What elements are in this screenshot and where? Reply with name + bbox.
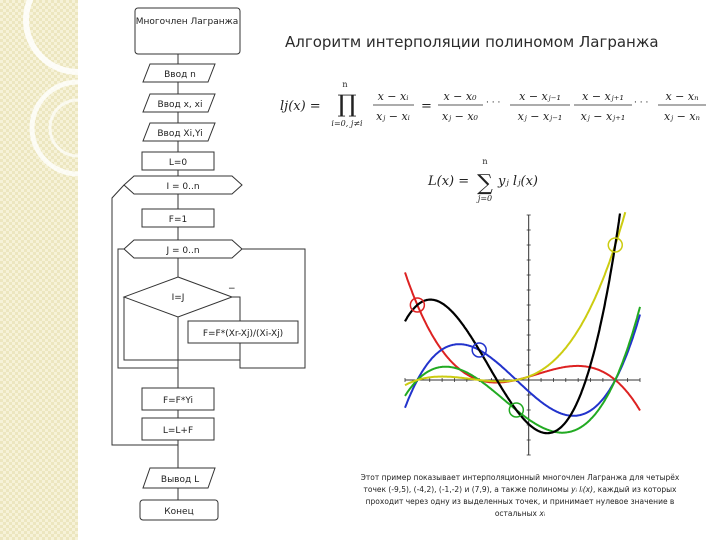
flowchart-label-start: Многочлен Лагранжа: [135, 17, 239, 27]
flowchart-label-end: Конец: [164, 507, 194, 517]
basis-lhs: lj(x) =: [280, 99, 321, 114]
product-lower: i=0, j≠i: [331, 119, 363, 128]
flowchart-label-weight: F=F*Yi: [162, 396, 194, 406]
term3-numerator: x − xⱼ₊₁: [582, 90, 624, 103]
sum-upper: n: [482, 157, 488, 166]
term2-numerator: x − xⱼ₋₁: [519, 90, 561, 103]
flowchart-label-loop-i: I = 0..n: [166, 182, 200, 192]
flowchart: [112, 8, 305, 520]
factor-numerator: x − xᵢ: [377, 90, 409, 103]
dots-2: · · ·: [634, 98, 649, 108]
term3-denominator: xⱼ − xⱼ₊₁: [580, 110, 626, 123]
product-symbol-icon: ∏: [337, 90, 357, 118]
flowchart-label-multiply: F=F*(Xr-Xj)/(Xi-Xj): [202, 329, 284, 339]
flowchart-labels: [136, 17, 283, 517]
factor-denominator: xⱼ − xᵢ: [376, 110, 410, 123]
lagrange-chart: [405, 212, 640, 455]
dots-1: · · ·: [486, 98, 501, 108]
sum-lower: j=0: [477, 194, 493, 203]
term1-numerator: x − x₀: [443, 90, 477, 103]
product-upper: n: [342, 80, 348, 89]
curve-red: [405, 272, 640, 410]
term2-denominator: xⱼ − xⱼ₋₁: [517, 110, 563, 123]
slide-title: Алгоритм интерполяции полиномом Лагранжа: [285, 33, 659, 51]
flowchart-label-init-l: L=0: [168, 158, 188, 168]
poly-body: yⱼ lⱼ(x): [498, 174, 538, 189]
chart-point-markers: [410, 238, 622, 417]
caption-text-1: Этот пример показывает интерполяционный многочлен Лагранжа для четырёх точек (-9,5), (-4,2), (-1,-2) и (7,9), а также полиномы: [360, 473, 680, 494]
basis-formula: [280, 80, 706, 128]
flowchart-label-input-x: Ввод x, xi: [157, 100, 203, 110]
polynomial-formula: [427, 157, 538, 203]
basis-equals: =: [421, 99, 432, 114]
flowchart-start-block: [135, 8, 240, 54]
caption-text-2: , каждый из которых проходит через одну из выделенных точек, и принимает нулевое значение в остальных: [365, 485, 677, 518]
caption-math-end: xᵢ: [539, 509, 546, 518]
poly-lhs: L(x) =: [428, 174, 470, 189]
flowchart-label-decision: I=J: [171, 293, 185, 303]
term4-numerator: x − xₙ: [665, 90, 699, 103]
flowchart-label-loop-j: J = 0..n: [166, 246, 200, 256]
flowchart-label-sum: L=L+F: [162, 426, 194, 436]
sum-symbol-icon: ∑: [477, 171, 493, 196]
chart-caption: [355, 472, 685, 520]
flowchart-label-input-xy: Ввод Xi,Yi: [157, 129, 203, 139]
caption-math: yᵢ lᵢ(x): [571, 485, 594, 494]
curve-lagrange-polynomial: [405, 214, 620, 434]
flowchart-branch-minus: −: [228, 284, 236, 294]
flowchart-label-output: Вывод L: [160, 475, 200, 485]
chart-curves: [405, 212, 640, 433]
term1-denominator: xⱼ − x₀: [442, 110, 478, 123]
flowchart-label-init-f: F=1: [168, 215, 188, 225]
term4-denominator: xⱼ − xₙ: [664, 110, 700, 123]
flowchart-label-input-n: Ввод n: [164, 70, 196, 80]
